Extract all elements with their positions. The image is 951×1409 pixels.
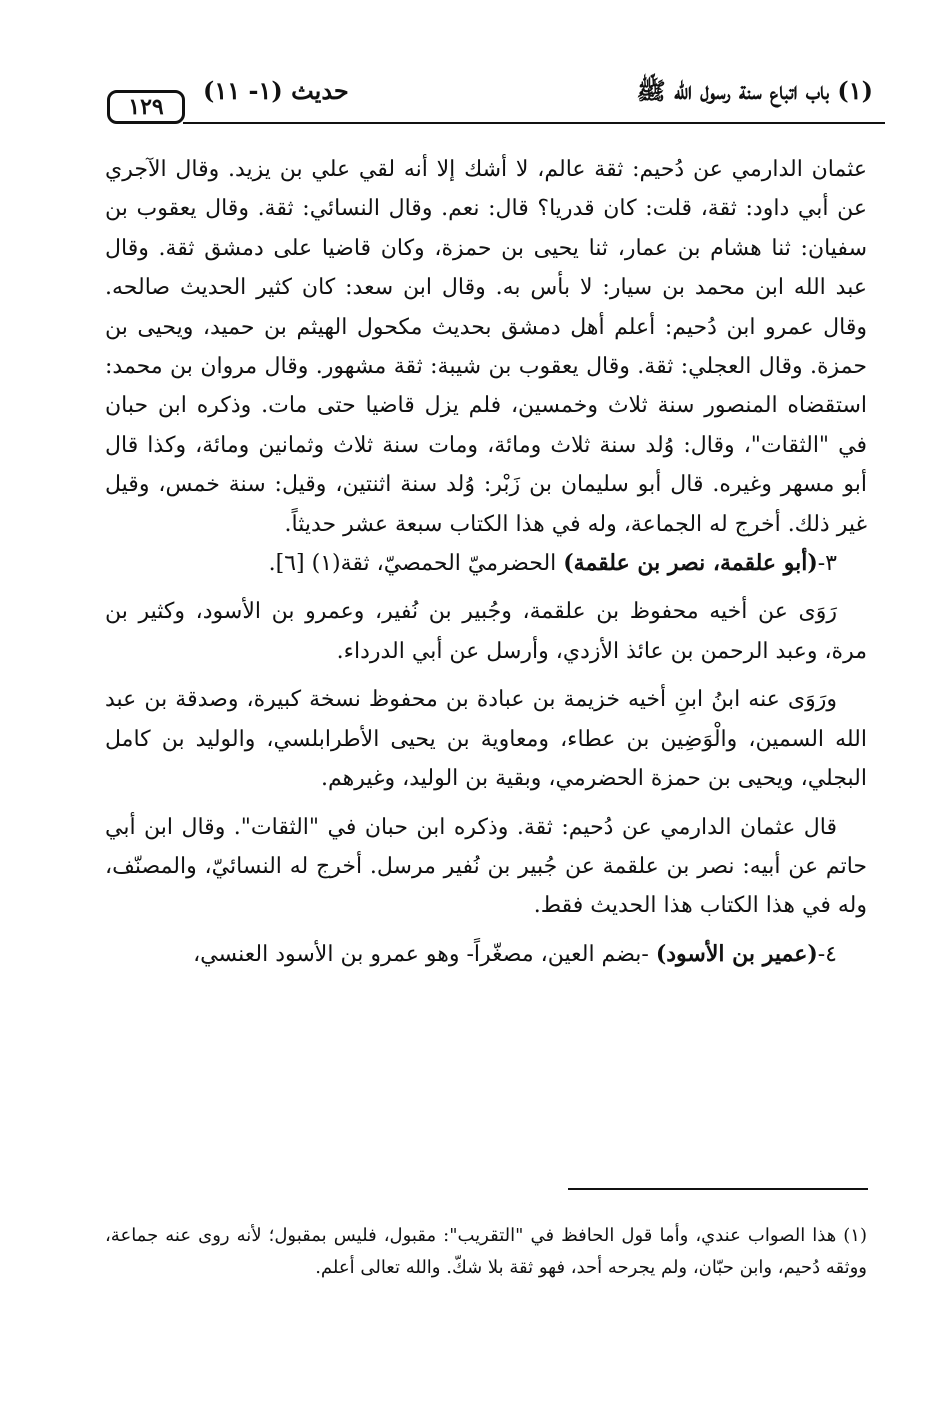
page-number-box — [107, 90, 185, 124]
paragraph-grading: قال عثمان الدارمي عن دُحيم: ثقة. وذكره ابن حبان في "الثقات". وقال ابن أبي حاتم عن أبيه: نصر بن علقمة عن جُبير بن نُفير مرسل. أخرج له النسائيّ، والمصنّف، وله في هذا الكتاب هذا الحديث فقط. — [105, 814, 867, 919]
entry-details: -بضم العين، مصغّراً- وهو عمرو بن الأسود العنسي، — [193, 941, 656, 967]
entry-details: الحضرميّ الحمصيّ، ثقة(١) [٦]. — [268, 551, 564, 577]
entry-number: ٤- — [817, 941, 837, 967]
chapter-title: (١) باب اتباع سنة رسول الله ﷺ — [636, 76, 873, 105]
entry-number: ٣- — [817, 551, 837, 577]
paragraph-narrated-by: ورَوَى عنه ابنُ ابنِ أخيه خزيمة بن عبادة بن محفوظ نسخة كبيرة، وصدقة بن عبد الله السمين، والْوَضِين بن عطاء، ومعاوية بن يحيى الأطرابلسي، والوليد بن كامل البجلي، ويحيى بن حمزة الحضرمي، وبقية بن الوليد، وغيرهم. — [105, 687, 867, 792]
main-text — [105, 150, 867, 974]
hadith-range: حديث (١- ١١) — [203, 76, 349, 105]
header-rule — [183, 122, 885, 124]
page-header — [95, 66, 885, 128]
page-number: ١٢٩ — [128, 94, 164, 120]
entry-4-heading — [105, 935, 867, 974]
paragraph-narrator-continuation: عثمان الدارمي عن دُحيم: ثقة عالم، لا أشك إلا أنه لقي علي بن يزيد. وقال الآجري عن أبي داود: ثقة، قلت: كان قدريا؟ قال: نعم. وقال النسائي: ثقة. وقال يعقوب بن سفيان: ثنا هشام بن عمار، ثنا يحيى بن حمزة، وكان قاضيا على دمشق ثقة. وقال عبد الله ابن محمد بن سيار: لا بأس به. وقال ابن سعد: كان كثير الحديث صالحه. وقال عمرو ابن دُحيم: أعلم أهل دمشق بحديث مكحول الهيثم بن حميد، ويحيى بن حمزة. وقال العجلي: ثقة. وقال يعقوب بن شيبة: ثقة مشهور. وقال مروان بن محمد: استقضاه المنصور سنة ثلاث وخمسين، فلم يزل قاضيا حتى مات. وذكره ابن حبان في "الثقات"، وقال: وُلد سنة ثلاث ومائة، ومات سنة ثلاث وثمانين ومائة، وكذا قال أبو مسهر وغيره. قال أبو سليمان بن زَبْر: وُلد سنة اثنتين، وقيل: سنة خمس، وقيل غير ذلك. أخرج له الجماعة، وله في هذا الكتاب سبعة عشر حديثاً. — [105, 157, 867, 537]
footnote-separator — [568, 1188, 868, 1190]
paragraph-narrated-from: رَوَى عن أخيه محفوظ بن علقمة، وجُبير بن نُفير، وعمرو بن الأسود، وكثير بن مرة، وعبد الرحمن بن عائذ الأزدي، وأرسل عن أبي الدرداء. — [105, 599, 867, 664]
entry-name: (عمير بن الأسود) — [655, 940, 818, 967]
entry-name: (أبو علقمة، نصر بن علقمة) — [563, 550, 818, 577]
entry-3-heading — [105, 544, 867, 583]
footnote — [105, 1220, 867, 1284]
footnote-text: (١) هذا الصواب عندي، وأما قول الحافظ في "التقريب": مقبول، فليس بمقبول؛ لأنه روى عنه جماعة، ووثقه دُحيم، وابن حبّان، ولم يجرحه أحد، فهو ثقة بلا شكّ. والله تعالى أعلم. — [105, 1225, 867, 1278]
